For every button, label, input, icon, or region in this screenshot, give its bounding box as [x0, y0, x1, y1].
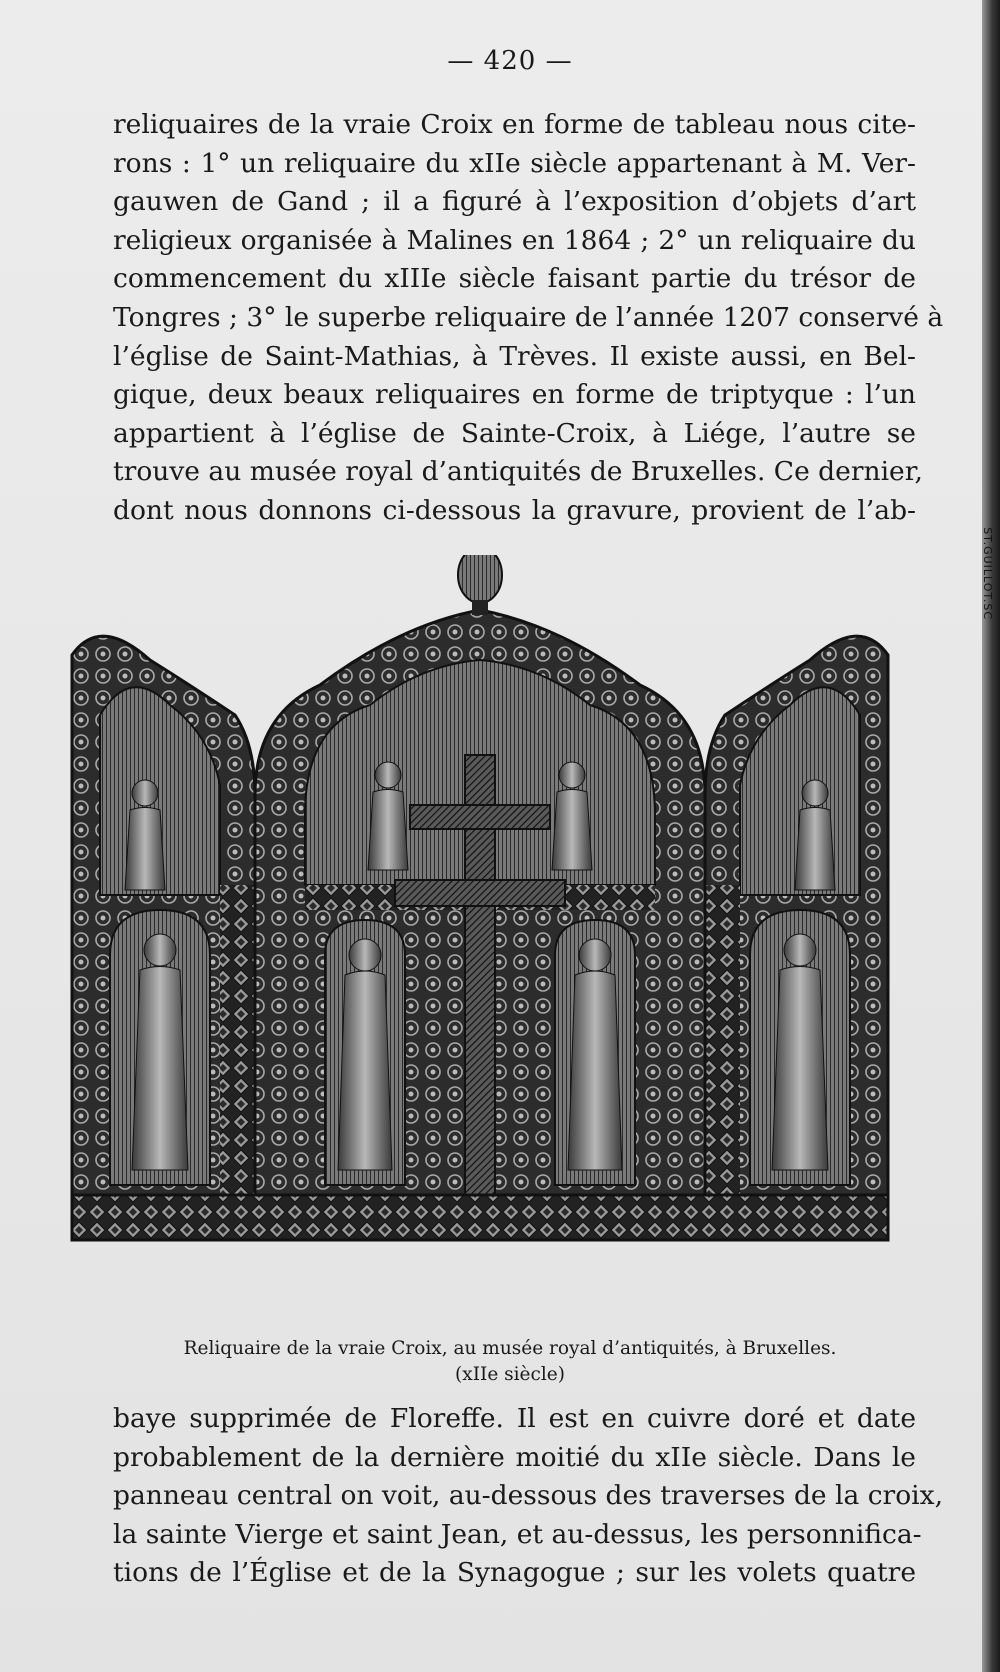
- text-line: trouve au musée royal d’antiquités de Bruxelles. Ce dernier,: [113, 456, 923, 488]
- figure-saint-right: [772, 934, 828, 1170]
- text-line: la sainte Vierge et saint Jean, et au-dessus, les personnifica-: [113, 1518, 922, 1550]
- text-line: gauwen de Gand ; il a figuré à l’exposition d’objets d’art: [113, 186, 916, 218]
- reliquary-base: [72, 1195, 888, 1240]
- text-line: commencement du xIIIe siècle faisant partie du trésor de: [113, 263, 916, 295]
- figure-saint-left: [132, 934, 188, 1170]
- finial: [458, 555, 502, 615]
- figure-caption: Reliquaire de la vraie Croix, au musée royal d’antiquités, à Bruxelles.: [183, 1338, 837, 1359]
- page-number: — 420 —: [447, 46, 573, 76]
- text-line: dont nous donnons ci-dessous la gravure, provient de l’ab-: [113, 494, 916, 526]
- text-line: baye supprimée de Floreffe. Il est en cuivre doré et date: [113, 1403, 916, 1434]
- text-line: probablement de la dernière moitié du xIIe siècle. Dans le: [113, 1441, 916, 1473]
- paragraph-bottom: [113, 1400, 944, 1593]
- text-line: tions de l’Église et de la Synagogue ; sur les volets quatre: [113, 1557, 916, 1589]
- reliquary-engraving: [70, 555, 950, 1325]
- text-line: Tongres ; 3° le superbe reliquaire de l’année 1207 conservé à: [113, 301, 944, 333]
- text-line: appartient à l’église de Sainte-Croix, à Liége, l’autre se: [113, 417, 916, 449]
- text-line: religieux organisée à Malines en 1864 ; 2° un reliquaire du: [113, 224, 916, 256]
- text-line: rons : 1° un reliquaire du xIIe siècle appartenant à M. Ver-: [113, 147, 916, 179]
- paragraph-top: [113, 106, 944, 531]
- text-line: panneau central on voit, au-dessous des traverses de la croix,: [113, 1480, 944, 1512]
- text-line: l’église de Saint-Mathias, à Trèves. Il existe aussi, en Bel-: [113, 340, 916, 372]
- text-line: gique, deux beaux reliquaires en forme de triptyque : l’un: [113, 379, 916, 411]
- central-panel: [255, 610, 705, 1240]
- engraver-signature: ST.GUILLOT.SC: [981, 527, 994, 620]
- text-line: reliquaires de la vraie Croix en forme de tableau nous cite-: [113, 109, 916, 140]
- figure-caption-date: (xIIe siècle): [455, 1364, 565, 1385]
- page-binding-edge: [982, 0, 1000, 1672]
